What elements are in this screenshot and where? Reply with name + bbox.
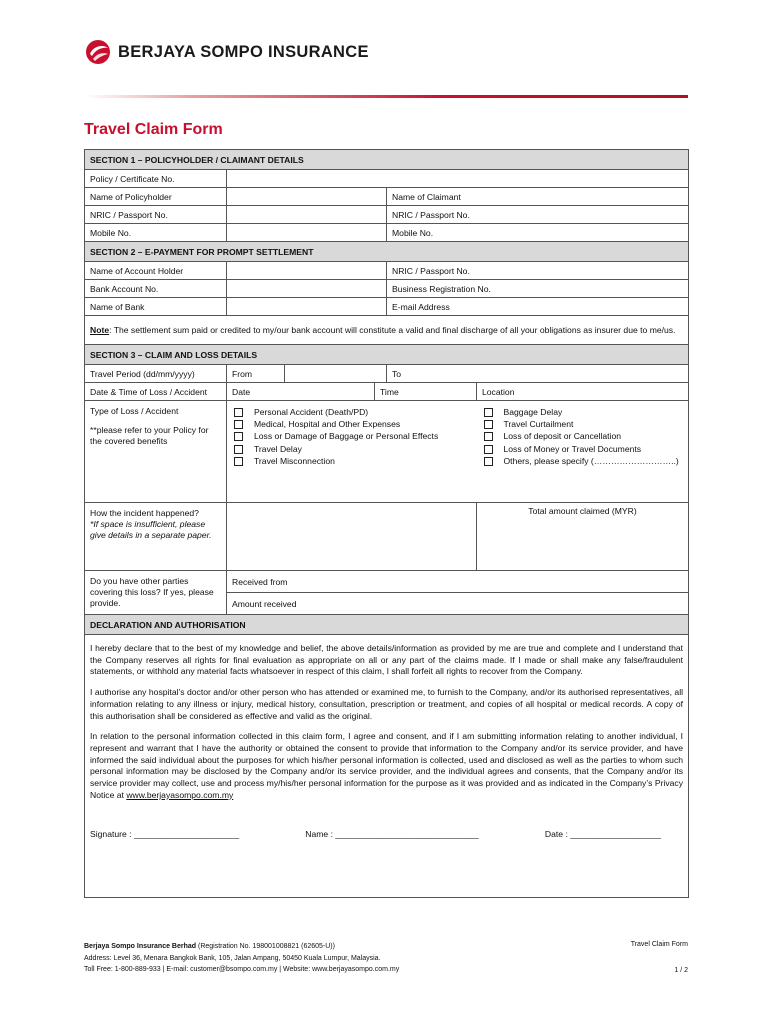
loss-option-label: Travel Delay bbox=[254, 443, 302, 454]
location-label: Location bbox=[482, 386, 515, 397]
checkbox-icon[interactable] bbox=[484, 420, 493, 429]
loss-option-label: Loss of deposit or Cancellation bbox=[503, 431, 622, 442]
header-divider bbox=[84, 95, 688, 98]
incident-description-field[interactable] bbox=[227, 503, 477, 571]
company-logo-icon bbox=[84, 38, 112, 66]
loss-right-option[interactable] bbox=[482, 443, 684, 455]
loss-date-field[interactable] bbox=[227, 383, 375, 401]
footer-contact: Toll Free: 1-800-889-933 | E-mail: customer@bsompo.com.my | Website: www.berjayasompo.com.my bbox=[84, 966, 400, 973]
checkbox-icon[interactable] bbox=[484, 457, 493, 466]
loss-right-option[interactable] bbox=[482, 455, 684, 467]
checkbox-icon[interactable] bbox=[234, 408, 243, 417]
checkbox-icon[interactable] bbox=[234, 457, 243, 466]
footer-company-name: Berjaya Sompo Insurance Berhad bbox=[84, 943, 197, 950]
policyholder-mobile-field[interactable] bbox=[227, 224, 387, 242]
total-claimed-field[interactable] bbox=[477, 503, 689, 571]
holder-nric-label[interactable]: NRIC / Passport No. bbox=[387, 262, 689, 280]
declaration-paragraph-3-text: In relation to the personal information collected in this claim form, I agree and consent, and if I am submitting information relating to another individual, I represent and warrant that I have the authority or obtained the consent to provide that information to the Company and/or its service provider, and have informed the said individual about the purposes for which his/her personal information is collected, used and disclosed as well as the parties to whom such personal information may be disclosed by the Company and/or its service provider, and the individual agrees and consents, that the Company and/or its service provider may collect, use and process my/his/her personal information for the purpose as it was provided and as indicated in the Company’s Privacy Notice at bbox=[90, 731, 684, 800]
policyholder-mobile-label: Mobile No. bbox=[85, 224, 227, 242]
settlement-note bbox=[85, 316, 689, 345]
time-label: Time bbox=[380, 386, 399, 397]
page-title: Travel Claim Form bbox=[84, 121, 223, 138]
date-label: Date bbox=[232, 386, 251, 397]
signature-field[interactable]: Signature : ______________________ bbox=[90, 829, 240, 840]
declaration-paragraph-3 bbox=[90, 731, 683, 801]
bank-account-field[interactable] bbox=[227, 280, 387, 298]
claimant-nric-label[interactable]: NRIC / Passport No. bbox=[387, 206, 689, 224]
business-reg-label[interactable]: Business Registration No. bbox=[387, 280, 689, 298]
loss-options-left bbox=[227, 401, 477, 503]
footer-address: Address: Level 36, Menara Bangkok Bank, 105, Jalan Ampang, 50450 Kuala Lumpur, Malaysia. bbox=[84, 954, 381, 962]
loss-option-label: Travel Misconnection bbox=[254, 455, 335, 466]
loss-option-label: Medical, Hospital and Other Expenses bbox=[254, 419, 401, 430]
privacy-notice-link[interactable]: www.berjayasompo.com.my bbox=[126, 789, 234, 800]
policyholder-nric-label: NRIC / Passport No. bbox=[85, 206, 227, 224]
section1-header: SECTION 1 – POLICYHOLDER / CLAIMANT DETAILS bbox=[85, 150, 689, 170]
loss-left-option[interactable] bbox=[232, 406, 472, 418]
loss-option-label: Others, please specify (………………………..) bbox=[503, 455, 679, 466]
loss-location-field[interactable] bbox=[477, 383, 689, 401]
checkbox-icon[interactable] bbox=[234, 420, 243, 429]
footer-form-name: Travel Claim Form bbox=[630, 941, 688, 948]
loss-option-label: Personal Accident (Death/PD) bbox=[254, 407, 369, 417]
declaration-header: DECLARATION AND AUTHORISATION bbox=[85, 615, 689, 635]
note-label: Note bbox=[90, 324, 110, 335]
declaration-paragraph-2: I authorise any hospital’s doctor and/or other person who has attended or examined me, to furnish to the Company, and/or its authorised representatives, all information relating to any illness or injury, medical history, consultation, prescription or treatment, and copies of all hospital or medical records. A copy of this authorisation shall be considered as effective and valid as the original. bbox=[90, 687, 684, 721]
footer-registration: (Registration No. 198001008821 (62605-U)) bbox=[196, 943, 335, 950]
loss-option-label: Loss or Damage of Baggage or Personal Effects bbox=[254, 431, 439, 442]
section2-header: SECTION 2 – E-PAYMENT FOR PROMPT SETTLEMENT bbox=[85, 242, 689, 262]
account-holder-label: Name of Account Holder bbox=[85, 262, 227, 280]
policyholder-name-field[interactable] bbox=[227, 188, 387, 206]
account-holder-field[interactable] bbox=[227, 262, 387, 280]
note-text: : The settlement sum paid or credited to my/our bank account will constitute a valid and final discharge of all your obligations as insurer due to me/us. bbox=[109, 324, 676, 335]
policyholder-nric-field[interactable] bbox=[227, 206, 387, 224]
loss-datetime-label: Date & Time of Loss / Accident bbox=[85, 383, 227, 401]
incident-label-cell bbox=[85, 503, 227, 571]
loss-time-field[interactable] bbox=[375, 383, 477, 401]
name-field[interactable]: Name : ______________________________ bbox=[305, 829, 479, 840]
claimant-mobile-label[interactable]: Mobile No. bbox=[387, 224, 689, 242]
to-label: To bbox=[392, 368, 402, 379]
checkbox-icon[interactable] bbox=[484, 432, 493, 441]
checkbox-icon[interactable] bbox=[234, 445, 243, 454]
amount-received-label: Amount received bbox=[232, 598, 297, 609]
claim-form-table bbox=[84, 149, 689, 898]
incident-hint: *If space is insufficient, please give details in a separate paper. bbox=[90, 519, 212, 540]
total-claimed-label: Total amount claimed (MYR) bbox=[528, 506, 637, 516]
declaration-paragraph-1: I hereby declare that to the best of my knowledge and belief, the above details/information as provided by me are true and complete and I understand that the Company reserves all rights for final evaluation as appropriate on all or any part of the claims made. If I made or shall make any false/fraudulent statements, or withhold any material facts whatsoever in respect of this claim, I shall forfeit all rights to recover from the Company. bbox=[90, 643, 684, 677]
section3-header: SECTION 3 – CLAIM AND LOSS DETAILS bbox=[85, 345, 689, 365]
travel-period-label: Travel Period (dd/mm/yyyy) bbox=[85, 365, 227, 383]
claimant-name-label[interactable]: Name of Claimant bbox=[387, 188, 689, 206]
bank-name-field[interactable] bbox=[227, 298, 387, 316]
to-date-field[interactable] bbox=[387, 365, 689, 383]
loss-type-label: Type of Loss / Accident bbox=[90, 406, 179, 416]
company-name: BERJAYA SOMPO INSURANCE bbox=[118, 43, 369, 61]
amount-received-field[interactable] bbox=[227, 593, 689, 615]
email-label[interactable]: E-mail Address bbox=[387, 298, 689, 316]
checkbox-icon[interactable] bbox=[484, 408, 493, 417]
loss-right-option[interactable] bbox=[482, 430, 684, 442]
signature-row bbox=[90, 829, 683, 839]
incident-label: How the incident happened? bbox=[90, 508, 199, 518]
policy-no-label: Policy / Certificate No. bbox=[85, 170, 227, 188]
policy-no-field[interactable] bbox=[227, 170, 689, 188]
loss-option-label: Loss of Money or Travel Documents bbox=[503, 443, 642, 454]
loss-option-label: Baggage Delay bbox=[503, 407, 563, 417]
refer-policy-hint: **please refer to your Policy for the covered benefits bbox=[90, 425, 209, 446]
loss-option-label: Travel Curtailment bbox=[503, 419, 574, 430]
from-date-field[interactable] bbox=[285, 365, 387, 383]
bank-account-label: Bank Account No. bbox=[85, 280, 227, 298]
loss-type-label-cell bbox=[85, 401, 227, 503]
loss-left-option[interactable] bbox=[232, 418, 472, 430]
checkbox-icon[interactable] bbox=[484, 445, 493, 454]
bank-name-label: Name of Bank bbox=[85, 298, 227, 316]
from-label: From bbox=[227, 365, 285, 383]
loss-left-option[interactable] bbox=[232, 455, 472, 467]
loss-left-option[interactable] bbox=[232, 430, 472, 442]
received-from-label: Received from bbox=[232, 576, 288, 587]
checkbox-icon[interactable] bbox=[234, 432, 243, 441]
loss-left-option[interactable] bbox=[232, 443, 472, 455]
loss-right-option[interactable] bbox=[482, 406, 684, 418]
declaration-body bbox=[85, 635, 689, 898]
loss-right-option[interactable] bbox=[482, 418, 684, 430]
loss-options-right bbox=[477, 401, 689, 503]
policyholder-name-label: Name of Policyholder bbox=[85, 188, 227, 206]
footer-info bbox=[84, 941, 399, 976]
received-from-field[interactable] bbox=[227, 571, 689, 593]
other-parties-label: Do you have other parties covering this loss? If yes, please provide. bbox=[85, 571, 227, 615]
date-field[interactable]: Date : ___________________ bbox=[544, 829, 662, 840]
page-number: 1 / 2 bbox=[674, 967, 688, 974]
